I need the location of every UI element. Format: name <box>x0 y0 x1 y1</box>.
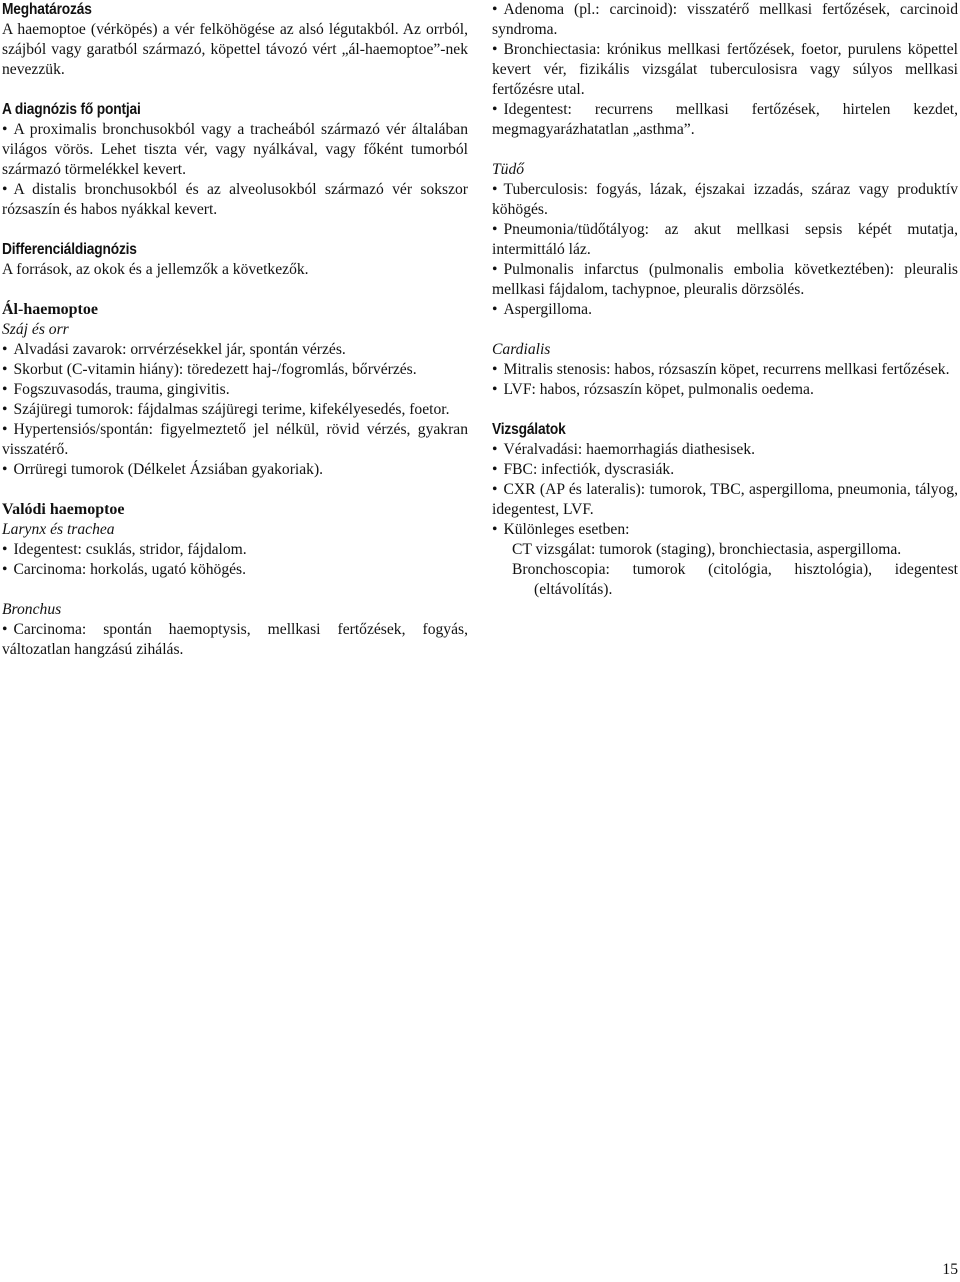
definition-text: A haemoptoe (vérköpés) a vér felköhögése az alsó légutakból. Az orrból, szájból vagy garatból származó, köpettel távozó vért „ál-haemoptoe”-nek nevezzük. <box>2 21 468 78</box>
diagnosis-item-1: • A proximalis bronchusokból vagy a tracheából származó vér általában világos vörös. Lehet tiszta vér, vagy nyálkával, vagy főként tumorból származó törmelékkel kevert. <box>2 120 468 180</box>
list-item: • Idegentest: recurrens mellkasi fertőzések, hirtelen kezdet, megmagyarázhatatlan „asthma”. <box>492 100 958 140</box>
page-number: 15 <box>942 1261 958 1278</box>
left-column <box>2 0 468 660</box>
section-title-diagnozis: A diagnózis fő pontjai <box>2 101 141 118</box>
list-item: • CXR (AP és lateralis): tumorok, TBC, aspergilloma, pneumonia, tályog, idegentest, LVF. <box>492 480 958 520</box>
section-title-differencial: Differenciáldiagnózis <box>2 241 137 258</box>
special-item-ct: CT vizsgálat: tumorok (staging), bronchiectasia, aspergilloma. <box>512 541 902 558</box>
section-title-meghatarozas: Meghatározás <box>2 1 92 18</box>
subheading-cardialis: Cardialis <box>492 341 551 358</box>
list-item: • LVF: habos, rózsaszín köpet, pulmonalis oedema. <box>492 380 958 400</box>
subheading-larynx: Larynx és trachea <box>2 521 115 538</box>
diagnosis-item-2: • A distalis bronchusokból és az alveolusokból származó vér sokszor rózsaszín és habos nyákkal kevert. <box>2 180 468 220</box>
subheading-bronchus: Bronchus <box>2 601 62 618</box>
list-item: • Adenoma (pl.: carcinoid): visszatérő mellkasi fertőzések, carcinoid syndroma. <box>492 0 958 40</box>
differential-intro: A források, az okok és a jellemzők a következők. <box>2 261 309 278</box>
list-item: • Szájüregi tumorok: fájdalmas szájüregi terime, kifekélyesedés, foetor. <box>2 400 468 420</box>
list-item: • Mitralis stenosis: habos, rózsaszín köpet, recurrens mellkasi fertőzések. <box>492 360 958 380</box>
list-item: • Orrüregi tumorok (Délkelet Ázsiában gyakoriak). <box>2 460 468 480</box>
subsection-title-al-haemoptoe: Ál-haemoptoe <box>2 301 98 318</box>
list-item: • Carcinoma: spontán haemoptysis, mellkasi fertőzések, fogyás, változatlan hangzású zihálás. <box>2 620 468 660</box>
list-item: • Alvadási zavarok: orrvérzésekkel jár, spontán vérzés. <box>2 340 468 360</box>
right-column <box>492 0 958 600</box>
list-item: • Pulmonalis infarctus (pulmonalis embolia következtében): pleuralis mellkasi fájdalom, tachypnoe, pleuralis dörzsölés. <box>492 260 958 300</box>
subheading-szaj-es-orr: Száj és orr <box>2 321 69 338</box>
special-item-bronchoscopia: Bronchoscopia: tumorok (citológia, hisztológia), idegentest (eltávolítás). <box>512 561 958 598</box>
list-item: • FBC: infectiók, dyscrasiák. <box>492 460 958 480</box>
list-item: • Idegentest: csuklás, stridor, fájdalom. <box>2 540 468 560</box>
list-item: • Carcinoma: horkolás, ugató köhögés. <box>2 560 468 580</box>
list-item: • Pneumonia/tüdőtályog: az akut mellkasi sepsis képét mutatja, intermittáló láz. <box>492 220 958 260</box>
list-item: • Fogszuvasodás, trauma, gingivitis. <box>2 380 468 400</box>
section-title-vizsgalatok: Vizsgálatok <box>492 421 566 438</box>
list-item: • Különleges esetben: <box>492 520 958 540</box>
list-item: • Bronchiectasia: krónikus mellkasi fertőzések, foetor, purulens köpettel kevert vér, fizikális vizsgálat tuberculosisra vagy súlyos mellkasi fertőzésre utal. <box>492 40 958 100</box>
list-item: • Tuberculosis: fogyás, lázak, éjszakai izzadás, száraz vagy produktív köhögés. <box>492 180 958 220</box>
list-item: • Skorbut (C-vitamin hiány): töredezett haj-/fogromlás, bőrvérzés. <box>2 360 468 380</box>
list-item: • Véralvadási: haemorrhagiás diathesisek. <box>492 440 958 460</box>
subheading-tudo: Tüdő <box>492 161 525 178</box>
list-item: • Hypertensiós/spontán: figyelmeztető jel nélkül, rövid vérzés, gyakran visszatérő. <box>2 420 468 460</box>
subsection-title-valodi: Valódi haemoptoe <box>2 501 125 518</box>
list-item: • Aspergilloma. <box>492 300 958 320</box>
